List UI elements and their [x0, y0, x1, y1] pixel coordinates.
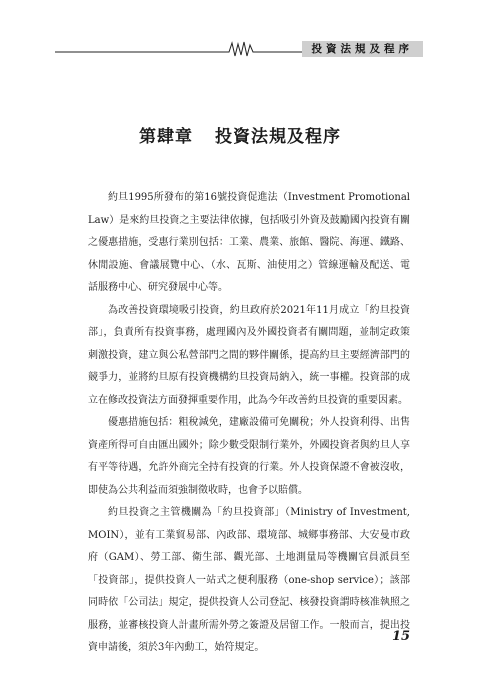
chapter-heading — [0, 122, 480, 147]
paragraph: 為改善投資環境吸引投資，約旦政府於2021年11月成立「約旦投資部」，負責所有投資事務，處理國內及外國投資者有關問題，並制定政策刺激投資，建立與公私營部門之間的夥伴關係，提高約旦主要經濟部門的競爭力，並將約旦原有投資機構約旦投資局納入，統一事權。投資部的成立在修改投資法方面發揮重要作用，此為今年改善約旦投資的重要因素。 — [88, 304, 410, 406]
running-header — [55, 40, 423, 58]
body-text — [88, 187, 410, 660]
paragraph: 約旦1995所發布的第16號投資促進法（Investment Promotional Law）是來約旦投資之主要法律依據，包括吸引外資及鼓勵國內投資有關之優惠措施，受惠行業別包括：工業、農業、旅館、醫院、海運、鐵路、休閒設施、會議展覽中心、（水、瓦斯、油使用之）管線運輸及配送、電話服務中心、研究發展中心等。 — [88, 192, 410, 293]
chapter-title: 投資法規及程序 — [215, 127, 341, 147]
chapter-number: 第肆章 — [139, 127, 193, 147]
page-number: 15 — [392, 629, 411, 644]
paragraph: 優惠措施包括：粗稅減免，建廠設備可免關稅；外人投資利得、出售資產所得可自由匯出國外；除少數受限制行業外，外國投資者與約旦人享有平等待遇，允許外商完全持有投資的行業。外人投資保證不會被沒收，即使為公共利益而須強制徵收時，也會予以賠償。 — [88, 417, 410, 496]
paragraph: 約旦投資之主管機關為「約旦投資部」（Ministry of Investment, MOIN），並有工業貿易部、內政部、環境部、城鄉事務部、大安曼市政府（GAM）、勞工部、衛生部、觀光部、土地測量局等機關官員派員至「投資部」，提供投資人一站式之便利服務（one-shop service）；該部同時依「公司法」規定，提供投資人公司登記、核發投資謂時核准執照之服務，並審核投資人計畫所需外勞之簽證及居留工作。一般而言，提出投資申請後，須於3年內動工，始符規定。 — [88, 507, 410, 653]
header-section-label: 投資法規及程序 — [302, 41, 424, 57]
